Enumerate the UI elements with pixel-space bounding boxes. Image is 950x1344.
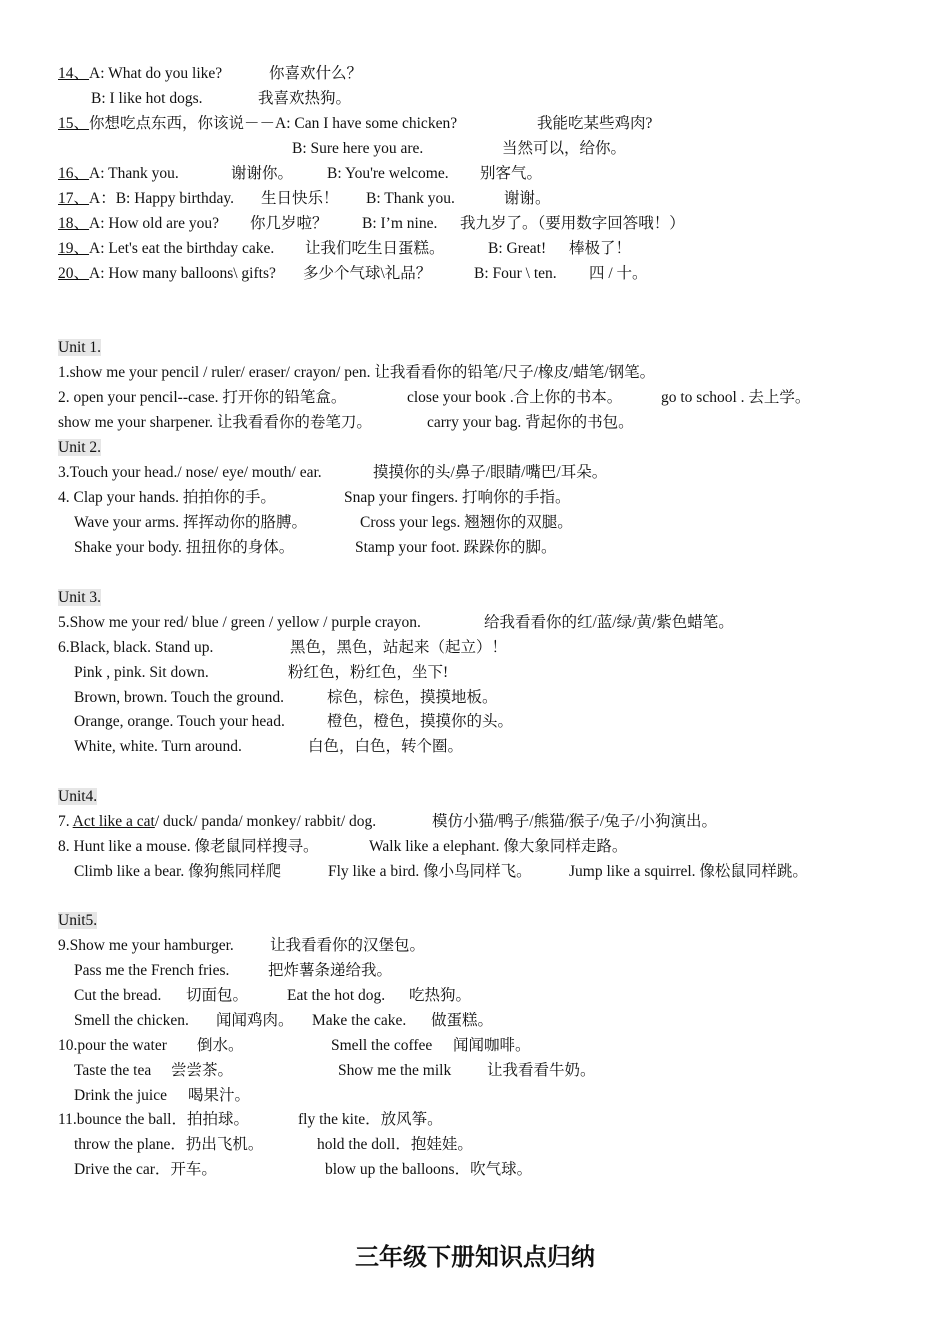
unit-5-line-10b: blow up the balloons．吹气球。 (325, 1161, 533, 1178)
unit-5-line-8b: fly the kite．放风筝。 (298, 1111, 443, 1128)
dialogue-16-b-cn: 别客气。 (480, 165, 543, 182)
dialogue-a: A: Thank you. (89, 165, 179, 182)
dialogue-16 (58, 164, 179, 184)
unit-3-line-5b: 橙色，橙色，摸摸你的头。 (327, 713, 514, 730)
dialogue-20 (58, 264, 276, 284)
dialogue-18-b-cn: 我九岁了。（要用数字回答哦！） (460, 215, 685, 232)
unit-4-heading: Unit4. (58, 788, 98, 805)
dialogue-16-a-cn: 谢谢你。 (231, 165, 294, 182)
item-number: 20、 (58, 265, 90, 282)
unit-4-line-2a: 8. Hunt like a mouse. 像老鼠同样搜寻。 (58, 838, 319, 855)
unit-2-line-2a: 4. Clap your hands. 拍拍你的手。 (58, 489, 276, 506)
unit-5-heading: Unit5. (58, 912, 98, 929)
unit-5-line-6c: Show me the milk (338, 1062, 452, 1079)
unit-2-line-2b: Snap your fingers. 打响你的手指。 (344, 489, 571, 506)
unit-5-line-10a: Drive the car．开车。 (74, 1161, 217, 1178)
unit-3-line-2b: 黑色，黑色，站起来（起立）！ (290, 639, 508, 656)
unit-3-line-4a: Brown, brown. Touch the ground. (74, 689, 285, 706)
unit-5-line-1b: 让我看看你的汉堡包。 (270, 937, 426, 954)
unit-1-line-3b: carry your bag. 背起你的书包。 (427, 414, 634, 431)
unit-3-line-5a: Orange, orange. Touch your head. (74, 713, 285, 730)
unit-5-line-9b: hold the doll．抱娃娃。 (317, 1136, 473, 1153)
dialogue-15-b: B: Sure here you are. (292, 140, 424, 157)
unit-3-line-3a: Pink , pink. Sit down. (74, 664, 209, 681)
item-number: 17、 (58, 190, 90, 207)
unit-1-heading: Unit 1. (58, 339, 102, 356)
unit-1-line-2c: go to school . 去上学。 (661, 389, 811, 406)
dialogue-a: A: Let's eat the birthday cake. (89, 240, 275, 257)
dialogue-a: 你想吃点东西，你该说－－A: Can I have some chicken? (89, 115, 458, 132)
dialogue-18-a-cn: 你几岁啦？ (250, 215, 328, 232)
unit-5-line-4c: Make the cake. (312, 1012, 407, 1029)
unit-2-line-1a: 3.Touch your head./ nose/ eye/ mouth/ ear. (58, 464, 322, 481)
unit-1-line-2b: close your book .合上你的书本。 (407, 389, 623, 406)
unit-4-line-3b: Fly like a bird. 像小鸟同样飞。 (328, 863, 532, 880)
unit-5-line-4a: Smell the chicken. (74, 1012, 189, 1029)
unit-2-line-3a: Wave your arms. 挥挥动你的胳膊。 (74, 514, 307, 531)
unit-5-line-3a: Cut the bread. (74, 987, 162, 1004)
unit-3-heading: Unit 3. (58, 589, 102, 606)
unit-5-line-4b: 闻闻鸡肉。 (216, 1012, 294, 1029)
unit-5-line-3d: 吃热狗。 (409, 987, 472, 1004)
item-number: 14、 (58, 65, 90, 82)
dialogue-18 (58, 214, 219, 234)
dialogue-17-b: B: Thank you. (366, 190, 455, 207)
section-title: 三年级下册知识点归纳 (355, 1243, 595, 1271)
unit-2-line-1b: 摸摸你的头/鼻子/眼睛/嘴巴/耳朵。 (373, 464, 608, 481)
unit-3-line-6b: 白色，白色，转个圈。 (308, 738, 464, 755)
unit-1-line-3a: show me your sharpener. 让我看看你的卷笔刀。 (58, 414, 372, 431)
unit-3-line-3b: 粉红色，粉红色，坐下! (288, 664, 449, 681)
dialogue-14 (58, 64, 222, 84)
unit-5-line-2b: 把炸薯条递给我。 (268, 962, 393, 979)
unit-5-line-6d: 让我看看牛奶。 (487, 1062, 596, 1079)
unit-5-line-5d: 闻闻咖啡。 (453, 1037, 531, 1054)
dialogue-17-b-cn: 谢谢。 (504, 190, 551, 207)
unit-5-line-2a: Pass me the French fries. (74, 962, 230, 979)
unit-2-heading: Unit 2. (58, 439, 102, 456)
unit-5-line-7a: Drink the juice (74, 1087, 167, 1104)
dialogue-15-b-cn: 当然可以，给你。 (502, 140, 627, 157)
unit-5-line-4d: 做蛋糕。 (431, 1012, 494, 1029)
item-number: 15、 (58, 115, 90, 132)
unit-5-line-5a: 10.pour the water (58, 1037, 167, 1054)
dialogue-19-b: B: Great! (488, 240, 547, 257)
unit-5-line-1a: 9.Show me your hamburger. (58, 937, 234, 954)
unit-2-line-4b: Stamp your foot. 跺跺你的脚。 (355, 539, 557, 556)
dialogue-a: A: How many balloons\ gifts? (89, 265, 276, 282)
unit-5-line-8a: 11.bounce the ball．拍拍球。 (58, 1111, 249, 1128)
unit-3-line-1b: 给我看看你的红/蓝/绿/黄/紫色蜡笔。 (484, 614, 734, 631)
dialogue-20-b: B: Four \ ten. (474, 265, 557, 282)
unit-3-line-6a: White, white. Turn around. (74, 738, 242, 755)
unit-4-line-2b: Walk like a elephant. 像大象同样走路。 (369, 838, 628, 855)
unit-3-line-2a: 6.Black, black. Stand up. (58, 639, 214, 656)
unit-5-line-3c: Eat the hot dog. (287, 987, 386, 1004)
dialogue-15 (58, 114, 457, 134)
unit-2-line-3b: Cross your legs. 翘翘你的双腿。 (360, 514, 573, 531)
item-number: 18、 (58, 215, 90, 232)
unit-4-line-3a: Climb like a bear. 像狗熊同样爬 (74, 863, 282, 880)
dialogue-20-a-cn: 多少个气球\礼品？ (303, 265, 432, 282)
unit-1-line-2a: 2. open your pencil--case. 打开你的铅笔盒。 (58, 389, 347, 406)
dialogue-18-b: B: I’m nine. (362, 215, 438, 232)
unit-1-line-1: 1.show me your pencil / ruler/ eraser/ crayon/ pen. 让我看看你的铅笔/尺子/橡皮/蜡笔/钢笔。 (58, 364, 656, 381)
unit-5-line-6b: 尝尝茶。 (171, 1062, 234, 1079)
dialogue-20-b-cn: 四 / 十。 (589, 265, 648, 282)
dialogue-14-b: B: I like hot dogs. (91, 90, 203, 107)
dialogue-14-b-cn: 我喜欢热狗。 (258, 90, 352, 107)
dialogue-a: A: How old are you? (89, 215, 220, 232)
dialogue-16-b: B: You're welcome. (327, 165, 449, 182)
unit-5-line-6a: Taste the tea (74, 1062, 152, 1079)
dialogue-19 (58, 239, 274, 259)
dialogue-19-b-cn: 棒极了！ (569, 240, 632, 257)
dialogue-a: A：B: Happy birthday. (89, 190, 234, 207)
dialogue-a: A: What do you like? (89, 65, 223, 82)
unit-5-line-5c: Smell the coffee (331, 1037, 433, 1054)
unit-4-line-1b: 模仿小猫/鸭子/熊猫/猴子/兔子/小狗演出。 (432, 813, 718, 830)
item-number: 16、 (58, 165, 90, 182)
dialogue-17-a-cn: 生日快乐！ (261, 190, 339, 207)
unit-4-line-3c: Jump like a squirrel. 像松鼠同样跳。 (569, 863, 808, 880)
unit-3-line-1a: 5.Show me your red/ blue / green / yellow / purple crayon. (58, 614, 421, 631)
underlined-phrase: Act like a cat (72, 813, 155, 830)
unit-5-line-3b: 切面包。 (186, 987, 249, 1004)
unit-5-line-5b: 倒水。 (197, 1037, 244, 1054)
unit-2-line-4a: Shake your body. 扭扭你的身体。 (74, 539, 295, 556)
unit-5-line-9a: throw the plane．扔出飞机。 (74, 1136, 264, 1153)
item-number: 19、 (58, 240, 90, 257)
dialogue-19-a-cn: 让我们吃生日蛋糕。 (305, 240, 445, 257)
unit-5-line-7b: 喝果汁。 (188, 1087, 251, 1104)
dialogue-14-cn: 你喜欢什么？ (269, 65, 363, 82)
unit-3-line-4b: 棕色，棕色，摸摸地板。 (327, 689, 498, 706)
dialogue-17 (58, 189, 234, 209)
dialogue-15-cn: 我能吃某些鸡肉? (537, 115, 653, 132)
unit-4-line-1a: 7. Act like a cat/ duck/ panda/ monkey/ rabbit/ dog. (58, 813, 377, 830)
